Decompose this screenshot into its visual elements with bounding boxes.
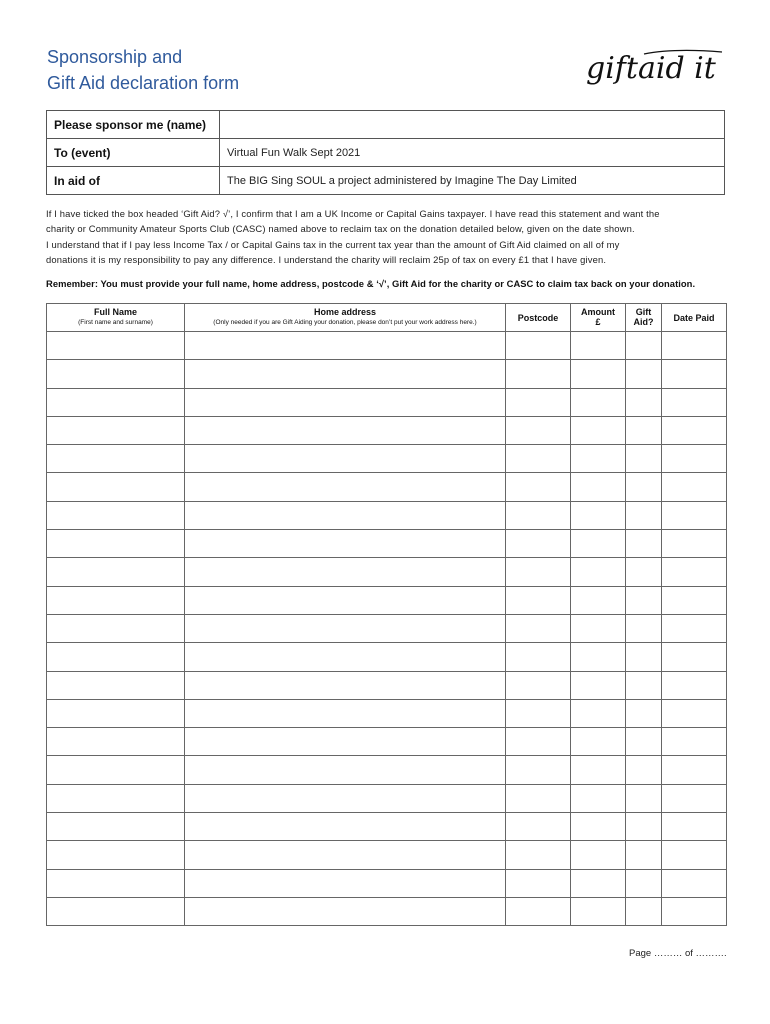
home-address-cell[interactable] [185,841,506,869]
date-paid-cell[interactable] [662,332,727,360]
full-name-cell[interactable] [47,756,185,784]
date-paid-cell[interactable] [662,869,727,897]
logo-text: giftaid it [586,51,716,86]
amount-cell[interactable] [571,756,626,784]
home-address-cell[interactable] [185,699,506,727]
amount-cell[interactable] [571,784,626,812]
amount-cell[interactable] [571,445,626,473]
full-name-cell[interactable] [47,360,185,388]
donation-row [47,332,727,360]
amount-cell[interactable] [571,728,626,756]
gift-aid-cell[interactable] [626,699,662,727]
donation-row [47,473,727,501]
amount-cell[interactable] [571,558,626,586]
postcode-cell[interactable] [506,586,571,614]
full-name-cell[interactable] [47,897,185,925]
home-address-cell[interactable] [185,445,506,473]
gift-aid-cell[interactable] [626,614,662,642]
gift-aid-cell[interactable] [626,388,662,416]
full-name-cell[interactable] [47,586,185,614]
full-name-cell[interactable] [47,841,185,869]
home-address-cell[interactable] [185,784,506,812]
postcode-cell[interactable] [506,501,571,529]
amount-cell[interactable] [571,699,626,727]
donations-body [47,332,727,926]
donation-row [47,813,727,841]
amount-cell[interactable] [571,388,626,416]
full-name-cell[interactable] [47,332,185,360]
gift-aid-cell[interactable] [626,530,662,558]
donation-row [47,643,727,671]
amount-cell[interactable] [571,671,626,699]
full-name-cell[interactable] [47,530,185,558]
form-title [47,44,239,96]
donation-row [47,360,727,388]
postcode-cell[interactable] [506,813,571,841]
postcode-cell[interactable] [506,530,571,558]
gift-aid-cell[interactable] [626,869,662,897]
postcode-cell[interactable] [506,643,571,671]
donation-row [47,841,727,869]
declaration-line-2: charity or Community Amateur Sports Club (CASC) named above to reclaim tax on the donation detailed below, given on the date shown. [46,223,635,235]
full-name-cell[interactable] [47,869,185,897]
full-name-cell[interactable] [47,558,185,586]
declaration-line-3: I understand that if I pay less Income Tax / or Capital Gains tax in the current tax year than the amount of Gift Aid claimed on all of my [46,238,620,250]
col-home-address-sub: (Only needed if you are Gift Aiding your donation, please don’t put your work address here.) [213,319,477,326]
gift-aid-cell[interactable] [626,728,662,756]
giftaid-it-logo [584,46,724,98]
date-paid-cell[interactable] [662,614,727,642]
donation-row [47,530,727,558]
date-paid-cell[interactable] [662,586,727,614]
date-paid-cell[interactable] [662,643,727,671]
date-paid-cell[interactable] [662,841,727,869]
home-address-cell[interactable] [185,332,506,360]
postcode-cell[interactable] [506,728,571,756]
gift-aid-cell[interactable] [626,813,662,841]
postcode-cell[interactable] [506,416,571,444]
gift-aid-cell[interactable] [626,841,662,869]
gift-aid-cell[interactable] [626,416,662,444]
amount-cell[interactable] [571,416,626,444]
home-address-cell[interactable] [185,473,506,501]
remember-note: Remember: You must provide your full name, home address, postcode & ‘√’, Gift Aid for the charity or CASC to claim tax back on your donation. [46,278,696,289]
date-paid-cell[interactable] [662,558,727,586]
amount-cell[interactable] [571,643,626,671]
gift-aid-cell[interactable] [626,643,662,671]
home-address-cell[interactable] [185,869,506,897]
declaration-line-4: donations it is my responsibility to pay any difference. I understand the charity will reclaim 25p of tax on every £1 that I have given. [46,254,607,266]
home-address-cell[interactable] [185,671,506,699]
amount-cell[interactable] [571,530,626,558]
postcode-cell[interactable] [506,869,571,897]
home-address-cell[interactable] [185,728,506,756]
home-address-cell[interactable] [185,416,506,444]
donation-row [47,445,727,473]
home-address-cell[interactable] [185,614,506,642]
sponsor-name-field[interactable] [220,111,725,139]
col-full-name-sub: (First name and surname) [78,319,153,326]
donation-row [47,558,727,586]
postcode-cell[interactable] [506,360,571,388]
gift-aid-cell[interactable] [626,445,662,473]
sponsor-name-label: Please sponsor me (name) [47,111,220,139]
details-row-aid [47,167,725,195]
col-date-paid: Date Paid [662,304,727,332]
col-full-name [47,304,185,332]
title-line-2: Gift Aid declaration form [47,73,240,93]
postcode-cell[interactable] [506,332,571,360]
gift-aid-cell[interactable] [626,756,662,784]
donation-row [47,784,727,812]
col-home-address [185,304,506,332]
postcode-cell[interactable] [506,671,571,699]
amount-cell[interactable] [571,614,626,642]
event-label: To (event) [47,139,220,167]
col-gift-aid-label-2: Aid? [633,317,654,327]
full-name-cell[interactable] [47,445,185,473]
donation-row [47,699,727,727]
full-name-cell[interactable] [47,643,185,671]
postcode-cell[interactable] [506,897,571,925]
gift-aid-cell[interactable] [626,473,662,501]
event-field[interactable]: Virtual Fun Walk Sept 2021 [220,139,725,167]
gift-aid-cell[interactable] [626,558,662,586]
in-aid-of-label: In aid of [47,167,220,195]
full-name-cell[interactable] [47,728,185,756]
amount-cell[interactable] [571,332,626,360]
home-address-cell[interactable] [185,813,506,841]
home-address-cell[interactable] [185,643,506,671]
details-row-name [47,111,725,139]
full-name-cell[interactable] [47,813,185,841]
date-paid-cell[interactable] [662,756,727,784]
amount-cell[interactable] [571,813,626,841]
donation-row [47,388,727,416]
postcode-cell[interactable] [506,558,571,586]
gift-aid-cell[interactable] [626,897,662,925]
home-address-cell[interactable] [185,558,506,586]
donation-row [47,501,727,529]
full-name-cell[interactable] [47,699,185,727]
col-amount [571,304,626,332]
date-paid-cell[interactable] [662,360,727,388]
donation-row [47,728,727,756]
title-line-1: Sponsorship and [47,47,183,67]
amount-cell[interactable] [571,586,626,614]
home-address-cell[interactable] [185,360,506,388]
date-paid-cell[interactable] [662,671,727,699]
date-paid-cell[interactable] [662,699,727,727]
donation-row [47,756,727,784]
gift-aid-cell[interactable] [626,332,662,360]
amount-cell[interactable] [571,473,626,501]
date-paid-cell[interactable] [662,416,727,444]
declaration-text [46,206,728,268]
donation-row [47,614,727,642]
full-name-cell[interactable] [47,614,185,642]
date-paid-cell[interactable] [662,473,727,501]
postcode-cell[interactable] [506,699,571,727]
donation-row [47,671,727,699]
home-address-cell[interactable] [185,756,506,784]
full-name-cell[interactable] [47,671,185,699]
full-name-cell[interactable] [47,784,185,812]
postcode-cell[interactable] [506,614,571,642]
page-number: Page ……… of ………. [629,948,727,959]
sponsor-details-table [46,110,725,195]
postcode-cell[interactable] [506,756,571,784]
donation-row [47,897,727,925]
home-address-cell[interactable] [185,897,506,925]
full-name-cell[interactable] [47,416,185,444]
home-address-cell[interactable] [185,530,506,558]
in-aid-of-field[interactable]: The BIG Sing SOUL a project administered by Imagine The Day Limited [220,167,725,195]
home-address-cell[interactable] [185,501,506,529]
col-home-address-label: Home address [313,307,377,317]
postcode-cell[interactable] [506,445,571,473]
donation-row [47,869,727,897]
amount-cell[interactable] [571,841,626,869]
date-paid-cell[interactable] [662,501,727,529]
gift-aid-cell[interactable] [626,501,662,529]
full-name-cell[interactable] [47,388,185,416]
col-gift-aid [626,304,662,332]
full-name-cell[interactable] [47,501,185,529]
date-paid-cell[interactable] [662,388,727,416]
home-address-cell[interactable] [185,586,506,614]
home-address-cell[interactable] [185,388,506,416]
amount-cell[interactable] [571,869,626,897]
date-paid-cell[interactable] [662,728,727,756]
donations-table [46,303,727,926]
col-amount-currency: £ [595,317,601,327]
full-name-cell[interactable] [47,473,185,501]
col-postcode: Postcode [506,304,571,332]
donation-row [47,416,727,444]
details-row-event [47,139,725,167]
amount-cell[interactable] [571,897,626,925]
donations-header-row [47,304,727,332]
gift-aid-cell[interactable] [626,360,662,388]
col-full-name-label: Full Name [93,307,137,317]
amount-cell[interactable] [571,501,626,529]
gift-aid-cell[interactable] [626,784,662,812]
gift-aid-cell[interactable] [626,586,662,614]
col-amount-label: Amount [581,307,615,317]
date-paid-cell[interactable] [662,897,727,925]
date-paid-cell[interactable] [662,784,727,812]
donation-row [47,586,727,614]
postcode-cell[interactable] [506,841,571,869]
date-paid-cell[interactable] [662,530,727,558]
declaration-line-1: If I have ticked the box headed ‘Gift Aid? √’, I confirm that I am a UK Income or Capital Gains taxpayer. I have read this statement and want the [46,208,660,219]
date-paid-cell[interactable] [662,813,727,841]
col-gift-aid-label-1: Gift [635,307,652,317]
postcode-cell[interactable] [506,784,571,812]
amount-cell[interactable] [571,360,626,388]
postcode-cell[interactable] [506,388,571,416]
gift-aid-cell[interactable] [626,671,662,699]
date-paid-cell[interactable] [662,445,727,473]
postcode-cell[interactable] [506,473,571,501]
